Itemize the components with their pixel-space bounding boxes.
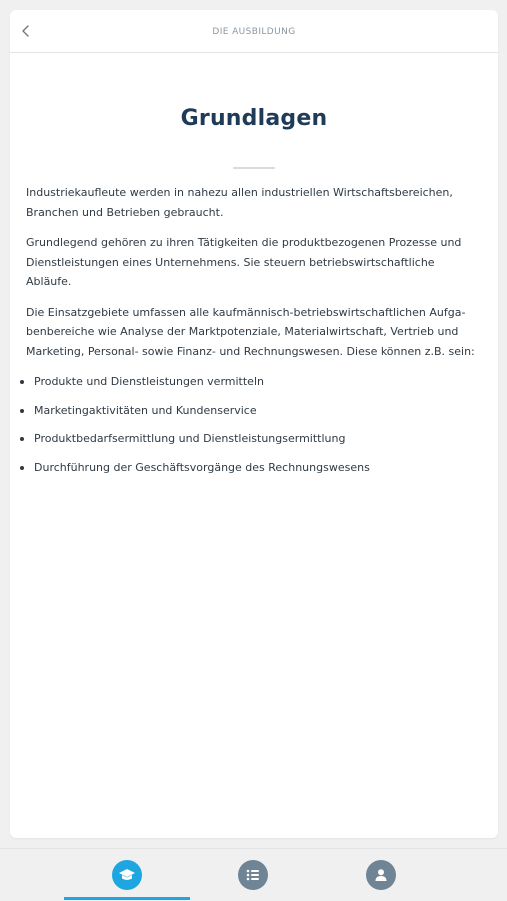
title-divider <box>233 167 275 169</box>
chevron-left-icon <box>21 25 31 37</box>
graduation-cap-icon <box>112 860 142 890</box>
bullet-icon <box>20 380 24 384</box>
list-item-text: Produktbedarfsermittlung und Dienstleistungsermittlung <box>34 432 346 445</box>
list-item-text: Marketingaktivitäten und Kundenservice <box>34 403 257 417</box>
top-bar <box>10 10 498 53</box>
page-title: Grundlagen <box>180 106 328 131</box>
tab-list[interactable] <box>190 849 316 901</box>
back-button[interactable] <box>14 19 38 43</box>
list-item <box>26 458 482 478</box>
list-item <box>26 372 482 392</box>
bottom-tab-bar <box>0 848 507 900</box>
paragraph: Industriekaufleute werden in nahezu allen industriellen Wirtschaftsbereichen, Branchen und Betrieben gebraucht. <box>26 186 453 219</box>
bullet-icon <box>20 409 24 413</box>
bullet-list <box>26 372 482 477</box>
bullet-icon <box>20 437 24 441</box>
tab-ausbildung[interactable] <box>64 849 190 901</box>
list-icon <box>238 860 268 890</box>
user-icon <box>366 860 396 890</box>
content-card <box>10 10 498 838</box>
list-item-text: Durchführung der Geschäftsvorgänge des Rechnungswesens <box>34 460 370 474</box>
list-item <box>26 401 482 421</box>
article-content <box>10 105 498 477</box>
paragraph: Die Einsatzgebiete umfassen alle kaufmännisch-betriebswirtschaftlichen Aufgabenbereiche wie Analyse der Marktpotenziale, Materialwirtschaft, Vertrieb und Marketing, Personal- sowie Finanz- und Rechnungswesen. Diese können z.B. sein: <box>26 305 475 358</box>
paragraph: Grundlegend gehören zu ihren Tätigkeiten die produktbezogenen Prozesse und Dienstleistungen eines Unternehmens. Sie steuern betriebswirtschaftliche Abläufe. <box>26 236 462 288</box>
list-item-text: Produkte und Dienstleistungen vermitteln <box>34 375 264 388</box>
bullet-icon <box>20 466 24 470</box>
tab-profile[interactable] <box>318 849 444 901</box>
list-item <box>26 429 482 449</box>
header-title: DIE AUSBILDUNG <box>212 26 296 37</box>
